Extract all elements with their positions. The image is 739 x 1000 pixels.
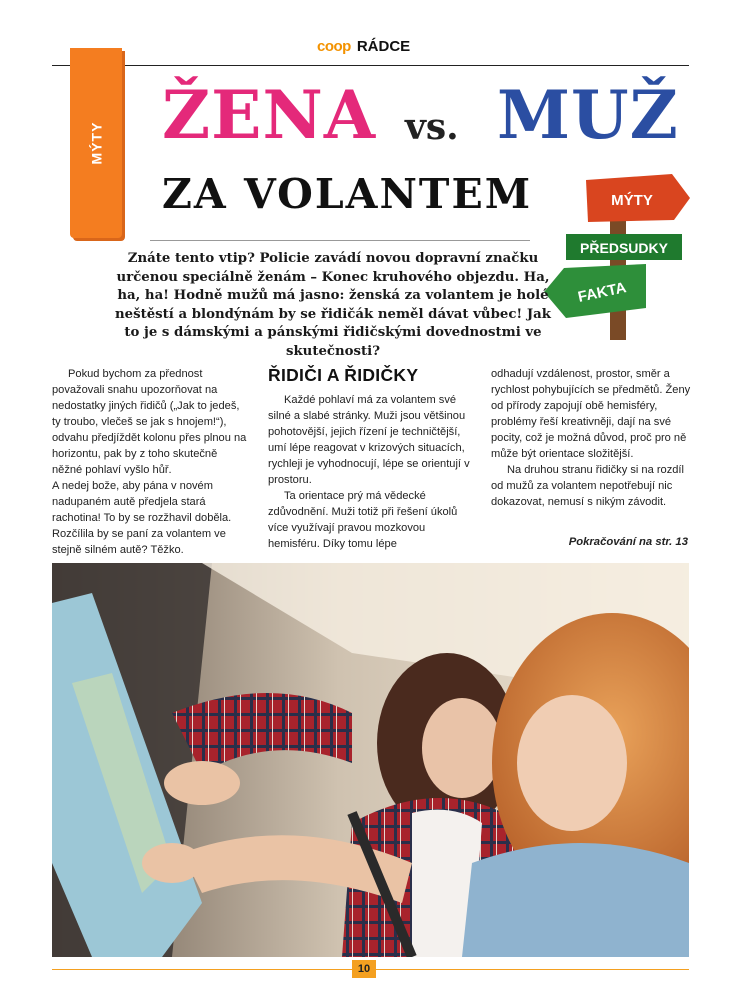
headline-divider: [150, 240, 530, 241]
photo-women-with-map: [52, 563, 689, 957]
header-rule: [52, 65, 689, 66]
brand-radce: RÁDCE: [356, 38, 411, 55]
headline-subtitle: ZA VOLANTEM: [162, 170, 533, 218]
column-1: [52, 366, 249, 558]
section-tag-label: MÝTY: [87, 121, 104, 165]
column-3: [491, 366, 691, 510]
lead-paragraph: Znáte tento vtip? Policie zavádí novou dopravní značku určenou speciálně ženám – Konec kruhového objezdu. Ha, ha, ha! Hodně mužů má jasno: ženská za volantem je holé neštěstí a blondýnám by se řidičák neměl dávat vůbec! Jak to je s dámskými a pánskými řidičskými dovednostmi ve skutečnosti?: [114, 251, 552, 359]
headline-word2: MUŽ: [497, 76, 679, 154]
section-tag: [70, 48, 122, 238]
col1-paragraph-1: Pokud bychom za přednost považovali snahu upozorňovat na nedostatky jiných řidičů („Jak to jedeš, ty troubo, vlečeš se jak s hnojem!“), odvahu předjíždět kolonu přes plnou na horizontu, pak by z toho skutečně něžné pohlaví vyšlo hůř.: [52, 368, 247, 476]
brand-logo: [317, 38, 410, 55]
col2-paragraph-1: Každé pohlaví má za volantem své silné a slabé stránky. Muži jsou většinou pohotovější, jejich řízení je techničtější, umí lépe reagovat v krizových situacích, rychleji je vyhodnocují, lépe se orientují v prostoru.: [268, 394, 470, 486]
section-heading: ŘIDIČI A ŘIDIČKY: [268, 365, 419, 385]
sign-myty-label: MÝTY: [611, 192, 653, 209]
col3-paragraph-1: odhadují vzdálenost, prostor, směr a rychlost pohybujících se předmětů. Ženy od přírody zapojují obě hemisféry, problémy řeší kreativněji, dají na své pocity, což je možná důvod, proč pro ně může být orientace složitější.: [491, 368, 691, 460]
headline-vs: vs.: [405, 106, 459, 148]
col3-paragraph-2: Na druhou stranu řidičky si na rozdíl od mužů za volantem nepotřebují nic dokazovat, nemusí s nikým závodit.: [491, 464, 684, 508]
sign-predsudky-label: PŘEDSUDKY: [580, 240, 668, 256]
col2-paragraph-2: Ta orientace prý má vědecké zdůvodnění. Muži totiž při řešení úkolů více využívají pravou mozkovou hemisféru. Díky tomu lépe: [268, 490, 458, 550]
continued-link[interactable]: Pokračování na str. 13: [568, 536, 688, 548]
sign-fakta-label: FAKTA: [576, 279, 628, 306]
brand-coop: coop: [317, 38, 351, 55]
column-2: [268, 366, 478, 552]
col1-paragraph-2: A nedej bože, aby pána v novém nadupaném autě předjela stará rachotina! To by se rozžhavil doběla. Rozčílila by se paní za volantem ve stejně silném autě? Těžko.: [52, 480, 232, 556]
headline-word1: ŽENA: [162, 76, 377, 154]
page-number: 10: [352, 960, 376, 978]
signpost-illustration: [542, 160, 692, 340]
